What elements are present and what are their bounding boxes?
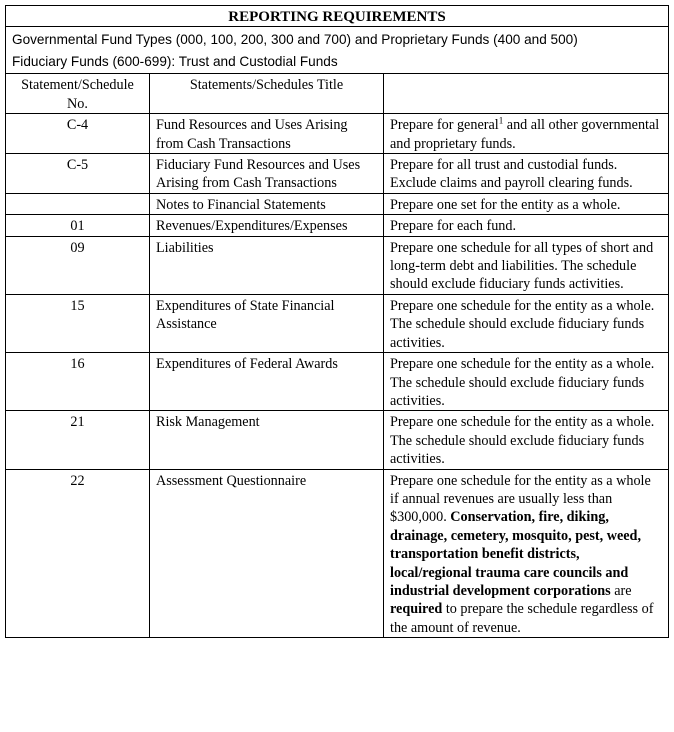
statement-no: 16 <box>6 353 150 411</box>
requirement-text: Prepare for general <box>390 117 499 134</box>
header-description <box>384 74 669 114</box>
fund-scope-line-governmental: Governmental Fund Types (000, 100, 200, 300 and 700) and Proprietary Funds (400 and 500) <box>12 32 578 48</box>
requirement-text: and all other governmental and proprietary funds. <box>390 117 660 152</box>
requirement-text: Prepare one schedule for the entity as a whole if annual revenues are usually less than $300,000. <box>390 472 651 526</box>
table-row <box>6 236 669 294</box>
statement-no: C-4 <box>6 114 150 154</box>
requirement-text: to prepare the schedule regardless of the amount of revenue. <box>390 601 654 636</box>
statement-title: Revenues/Expenditures/Expenses <box>150 215 384 236</box>
statement-requirement <box>384 114 669 154</box>
fund-scope <box>6 27 669 74</box>
statement-title: Liabilities <box>150 236 384 294</box>
statement-no: C-5 <box>6 154 150 194</box>
statement-no: 22 <box>6 469 150 638</box>
header-statement-title: Statements/Schedules Title <box>150 74 384 114</box>
table-row <box>6 469 669 638</box>
table-row <box>6 353 669 411</box>
statement-requirement: Prepare one schedule for the entity as a whole. The schedule should exclude fiduciary funds activities. <box>384 411 669 469</box>
statement-requirement: Prepare one schedule for all types of short and long-term debt and liabilities. The schedule should exclude fiduciary funds activities. <box>384 236 669 294</box>
statement-requirement <box>384 469 669 638</box>
header-statement-no: Statement/Schedule No. <box>6 74 150 114</box>
scope-row <box>6 27 669 74</box>
statement-no: 21 <box>6 411 150 469</box>
title-row <box>6 6 669 27</box>
table-row <box>6 114 669 154</box>
table-title: REPORTING REQUIREMENTS <box>6 6 669 27</box>
statement-no <box>6 193 150 214</box>
statement-title: Expenditures of State Financial Assistance <box>150 294 384 352</box>
statement-requirement: Prepare one schedule for the entity as a whole. The schedule should exclude fiduciary funds activities. <box>384 294 669 352</box>
requirement-text: are <box>610 582 632 599</box>
required-emphasis: required <box>390 601 443 618</box>
statement-title: Risk Management <box>150 411 384 469</box>
statement-title: Fiduciary Fund Resources and Uses Arising from Cash Transactions <box>150 154 384 194</box>
statement-requirement: Prepare one set for the entity as a whole. <box>384 193 669 214</box>
statement-requirement: Prepare for each fund. <box>384 215 669 236</box>
footnote-marker: 1 <box>498 115 504 126</box>
statement-requirement: Prepare one schedule for the entity as a whole. The schedule should exclude fiduciary funds activities. <box>384 353 669 411</box>
statement-title: Assessment Questionnaire <box>150 469 384 638</box>
statement-no: 01 <box>6 215 150 236</box>
statement-requirement: Prepare for all trust and custodial funds. Exclude claims and payroll clearing funds. <box>384 154 669 194</box>
table-row <box>6 294 669 352</box>
statement-title: Fund Resources and Uses Arising from Cash Transactions <box>150 114 384 154</box>
header-row <box>6 74 669 114</box>
reporting-requirements-table <box>5 5 669 638</box>
statement-title: Notes to Financial Statements <box>150 193 384 214</box>
table-row <box>6 193 669 214</box>
statement-no: 15 <box>6 294 150 352</box>
table-row <box>6 154 669 194</box>
reporting-requirements-document <box>5 5 669 638</box>
table-row <box>6 411 669 469</box>
fund-scope-line-fiduciary: Fiduciary Funds (600-699): Trust and Custodial Funds <box>12 54 338 70</box>
table-row <box>6 215 669 236</box>
statement-title: Expenditures of Federal Awards <box>150 353 384 411</box>
statement-no: 09 <box>6 236 150 294</box>
required-entities-text: Conservation, fire, diking, drainage, cemetery, mosquito, pest, weed, transportation benefit districts, local/regional trauma care councils and industrial development corporations <box>390 509 641 599</box>
